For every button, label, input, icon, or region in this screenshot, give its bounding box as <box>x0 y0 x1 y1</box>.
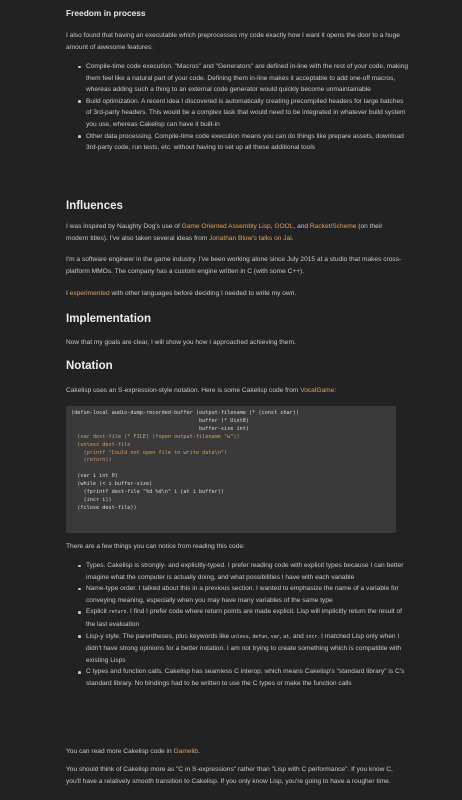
heading-freedom-in-process: Freedom in process <box>66 8 146 18</box>
inline-code: incr <box>305 633 318 640</box>
influences-paragraph-2: I'm a software engineer in the game industry. I've been working alone since July 2015 at a studio that makes cross-platform MMOs. The company has a custom engine written in C (with some C++). <box>66 256 402 275</box>
list-item: Explicit return. I find I prefer code where return points are made explicit. Lisp will implicitly return the result of the last evaluation <box>78 606 408 630</box>
inline-code: defun <box>252 633 268 640</box>
inline-code: return <box>108 609 127 616</box>
inline-code: unless <box>231 633 249 640</box>
code-line: buffer-size int) <box>71 425 250 432</box>
notation-list <box>78 560 408 690</box>
code-line: (var i int 0) <box>71 473 118 480</box>
list-item: Name-type order. I talked about this in a previous section. I wanted to emphasize the name of a variable for conveying meaning, especially when you may have many variables of the same type <box>78 583 408 606</box>
list-item: Compile-time code execution. "Macros" and "Generators" are defined in-line with the rest of your code, making them feel like a natural part of your code. Defining them in-line makes it acceptable to add one-off macros, whereas adding such a thing to an external code generator would quickly become unmaintainable <box>78 61 408 96</box>
code-line: (return)) <box>71 457 112 464</box>
list-item: Types. Cakelisp is strongly- and explicitly-typed. I prefer reading code with explicit types because I can better imagine what the computer is actually doing, and what possibilities I have with each variable <box>78 560 408 583</box>
code-line: (incr i)) <box>71 496 112 503</box>
list-item: C types and function calls. Cakelisp has seamless C interop, which means Cakelisp's "standard library" is C's standard library. No bindings had to be written to use the C types or make the function calls <box>78 666 408 689</box>
notation-paragraph-2: There are a few things you can notice from reading this code: <box>66 543 245 550</box>
heading-influences: Influences <box>66 200 123 212</box>
notation-paragraph-4: You should think of Cakelisp more as "C in S-expressions" rather than "Lisp with C performance". If you know C, you'll have a relatively smooth transition to Cakelisp. If you only know Lisp, you're going to have a rougher time. <box>66 766 393 785</box>
influences-paragraph-3: I experimented with other languages before deciding I needed to write my own. <box>66 290 297 297</box>
freedom-intro: I also found that having an executable which preprocesses my code exactly how I want it opens the door to a huge amount of awesome features: <box>66 32 400 51</box>
code-line: (unless dest-file <box>71 441 131 448</box>
code-block <box>66 406 396 533</box>
code-line: (defun-local audio-dump-recorded-buffer (output-filename (* (const char)) <box>71 410 299 416</box>
link-experimented[interactable]: experimented <box>69 290 110 297</box>
code-line: (fclose dest-file)) <box>71 504 137 511</box>
code-line: (fprintf dest-file "%d %d\n" i (at i buffer)) <box>71 489 225 496</box>
list-item: Lisp-y style. The parentheses, plus keywords like unless, defun, var, at, and incr. I matched Lisp only when I didn't have strong opinions for a better notation. I am not trying to create something which is compatible with existing Lisps <box>78 631 408 667</box>
link-gool[interactable]: GOOL <box>274 223 294 230</box>
link-jai-talks[interactable]: Jonathan Blow's talks on Jai <box>209 235 292 242</box>
influences-paragraph-1: I was inspired by Naughty Dog's use of Game Oriented Assembly Lisp, GOOL, and Racket/Scheme (on their modern titles). I've also taken several ideas from Jonathan Blow's talks on Jai. <box>66 223 383 242</box>
heading-notation: Notation <box>66 360 113 372</box>
list-item: Build optimization. A recent idea I discovered is automatically creating precompiled headers for large batches of 3rd-party headers. This would be a complex task that would need to be integrated in whatever build system you use, whereas Cakelisp can have it built-in <box>78 96 408 131</box>
implementation-paragraph: Now that my goals are clear, I will show you how I approached achieving them. <box>66 339 296 346</box>
link-gamelib[interactable]: Gamelib <box>173 748 199 755</box>
freedom-list <box>78 61 408 154</box>
inline-code: var <box>270 633 280 640</box>
code-line: buffer (* Uint8) <box>71 417 250 424</box>
heading-implementation: Implementation <box>66 313 151 325</box>
inline-code: at <box>283 633 290 640</box>
link-vocalgame[interactable]: VocalGame <box>300 387 335 394</box>
notation-paragraph-1: Cakelisp uses an S-expression-style notation. Here is some Cakelisp code from VocalGame: <box>66 387 337 394</box>
link-racket-scheme[interactable]: Racket/Scheme <box>309 223 357 230</box>
list-item: Other data processing. Compile-time code execution means you can do things like prepare assets, download 3rd-party code, run tests, etc. without having to set up all these additional tools <box>78 131 408 154</box>
code-line: (printf "Could not open file to write data\n") <box>71 449 228 456</box>
link-goal[interactable]: Game Oriented Assembly Lisp <box>181 223 271 230</box>
code-line: (var dest-file (* FILE) (fopen output-filename "w")) <box>71 433 240 440</box>
code-line: (while (< i buffer-size) <box>71 481 153 488</box>
notation-paragraph-3: You can read more Cakelisp code in Gamelib. <box>66 748 200 755</box>
